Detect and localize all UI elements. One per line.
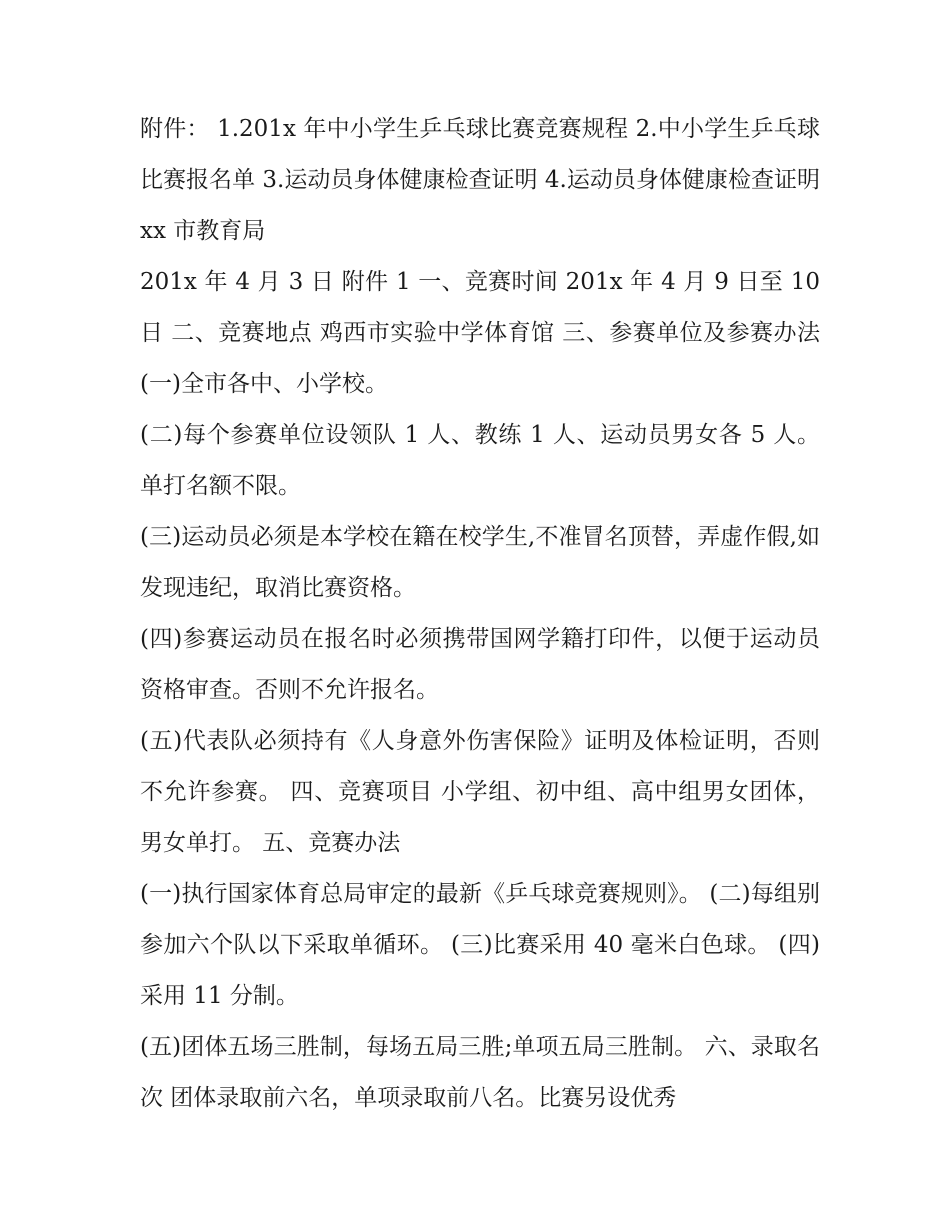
paragraph-registration-documents: (四)参赛运动员在报名时必须携带国网学籍打印件，以便于运动员资格审查。否则不允许报名。 xyxy=(140,626,820,703)
paragraph-competition-time-place: 201x 年 4 月 3 日 附件 1 一、竞赛时间 201x 年 4 月 9 日至 10 日 二、竞赛地点 鸡西市实验中学体育馆 三、参赛单位及参赛办法 (一)全市各中、小学校。 xyxy=(140,269,820,397)
paragraph-competition-rules: (一)执行国家体育总局审定的最新《乒乓球竞赛规则》。 (二)每组别参加六个队以下采取单循环。 (三)比赛采用 40 毫米白色球。 (四)采用 11 分制。 xyxy=(140,881,820,1009)
paragraph-attachments: 附件： 1.201x 年中小学生乒乓球比赛竞赛规程 2.中小学生乒乓球比赛报名单 3.运动员身体健康检查证明 4.运动员身体健康检查证明 xx 市教育局 xyxy=(140,116,820,244)
paragraph-ranking: (五)团体五场三胜制，每场五局三胜;单项五局三胜制。 六、录取名次 团体录取前六名，单项录取前八名。比赛另设优秀 xyxy=(140,1034,820,1111)
paragraph-athlete-eligibility: (三)运动员必须是本学校在籍在校学生,不准冒名顶替，弄虚作假,如发现违纪，取消比赛资格。 xyxy=(140,524,820,601)
paragraph-insurance-and-events: (五)代表队必须持有《人身意外伤害保险》证明及体检证明，否则不允许参赛。 四、竞赛项目 小学组、初中组、高中组男女团体，男女单打。 五、竞赛办法 xyxy=(140,728,820,856)
paragraph-team-composition: (二)每个参赛单位设领队 1 人、教练 1 人、运动员男女各 5 人。单打名额不限。 xyxy=(140,422,820,499)
document-body xyxy=(140,104,820,1124)
